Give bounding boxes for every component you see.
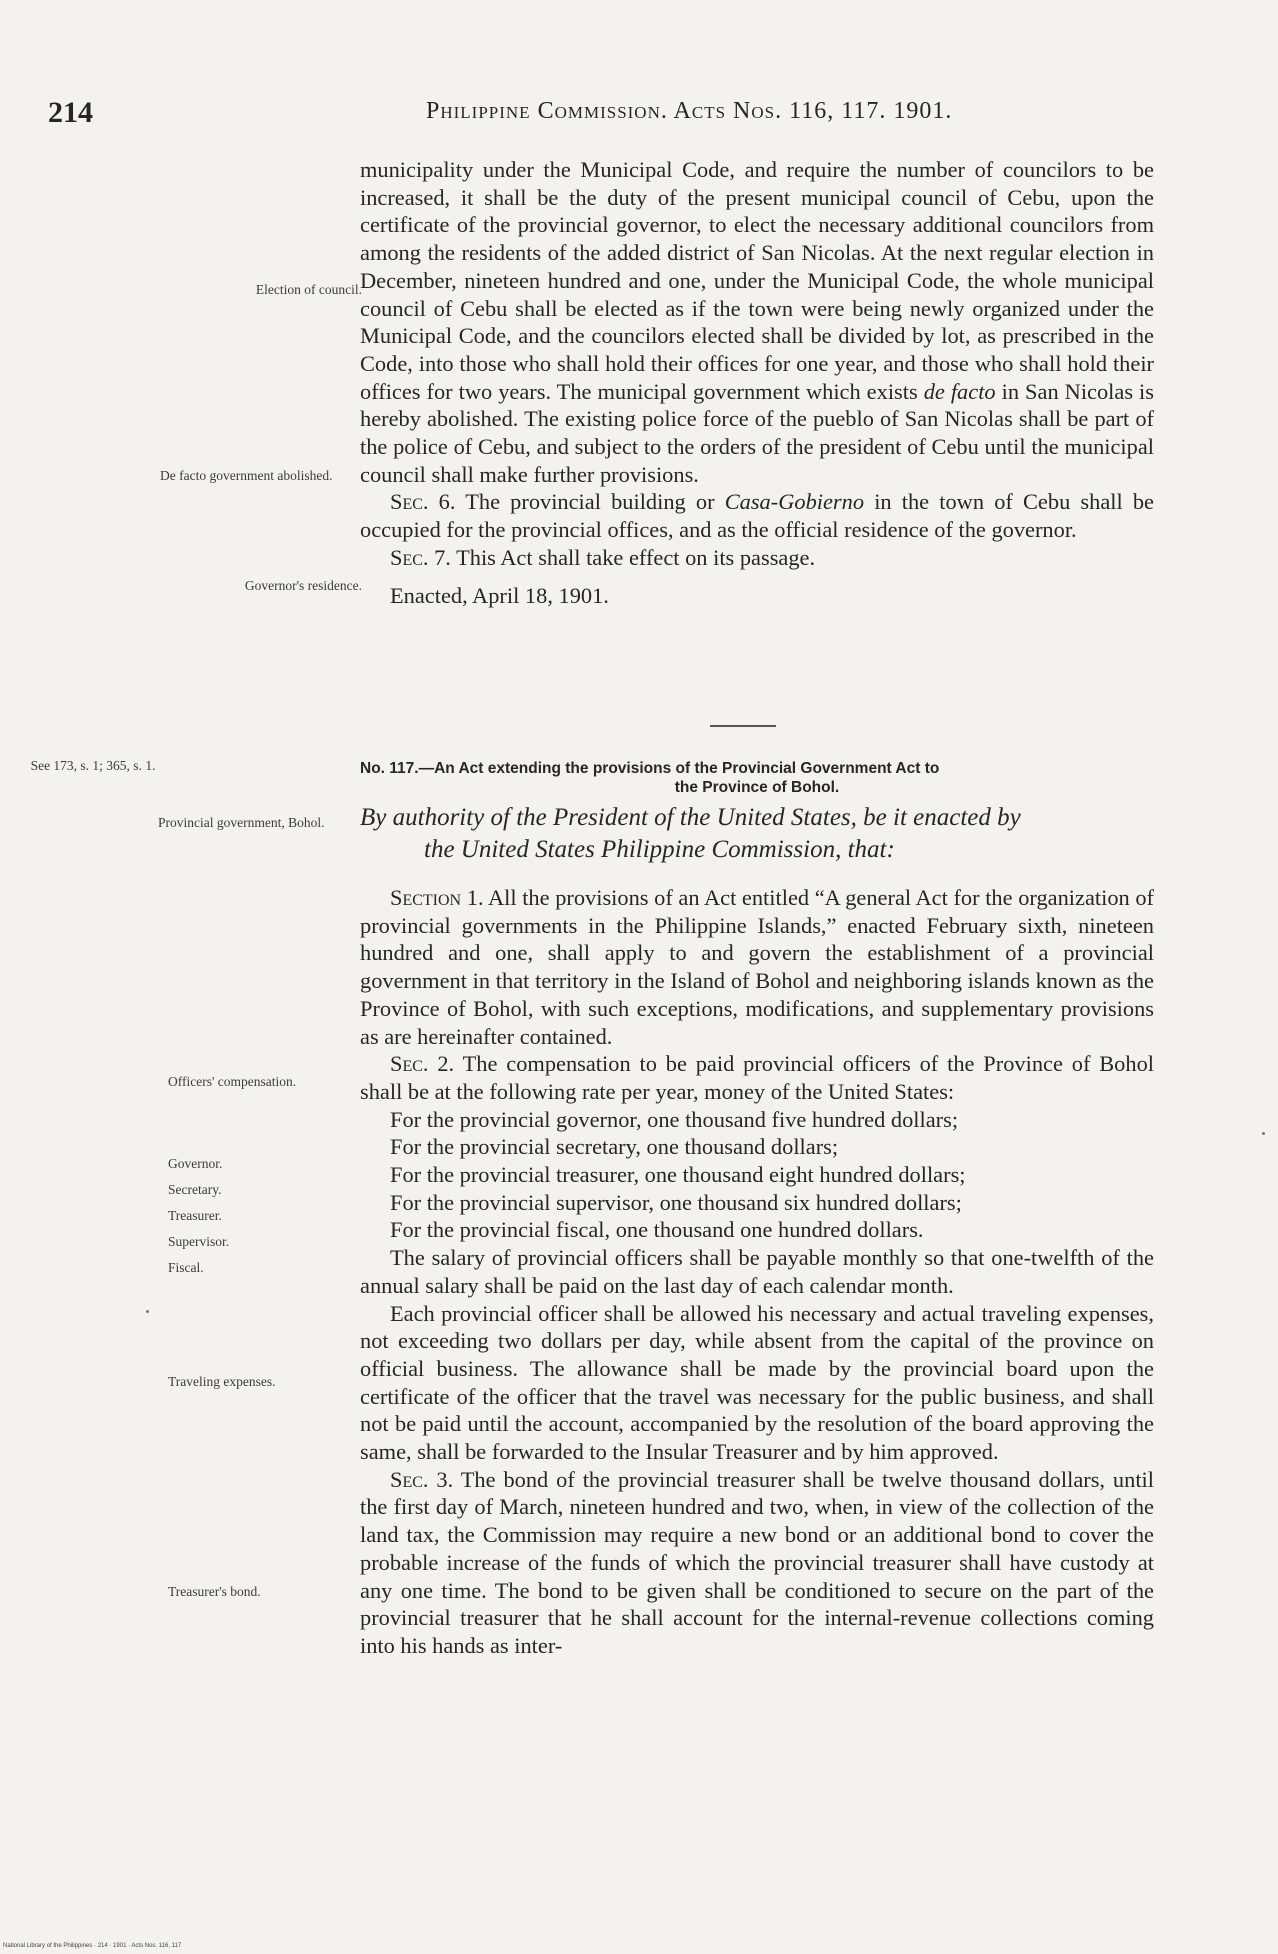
section-text: The provincial building or <box>465 489 715 515</box>
section-2 <box>360 1050 1154 1105</box>
enacted-date: Enacted, April 18, 1901. <box>390 582 609 608</box>
section-label: Sec. 2. <box>390 1051 455 1077</box>
margin-note-de-facto-government: De facto government abolished. <box>160 468 333 483</box>
section-text: in the town of Cebu shall be occupied for the provincial offices, and as the official residence of the governor. <box>360 489 1154 543</box>
act-heading-line-2: the Province of Bohol. <box>674 779 840 796</box>
section-text: This Act shall take effect on its passage. <box>456 544 816 570</box>
running-head: Philippine Commission. Acts Nos. 116, 117. 1901. <box>426 98 953 124</box>
paragraph-text: municipality under the Municipal Code, and require the number of councilors to be increased, it shall be the duty of the present municipal council of Cebu, upon the certificate of the provincial governor, to elect the necessary additional councilors from among the residents of the added district of San Nicolas. At the next regular election in December, nineteen hundred and one, under the Municipal Code, the whole municipal council of Cebu shall be elected as if the town were being newly organized under the Municipal Code, and the councilors elected shall be divided by lot, as prescribed in the Code, into those who shall hold their offices for one year, and those who shall hold their offices for two years. The municipal government which exists <box>360 157 1154 404</box>
salary-payable-paragraph: The salary of provincial officers shall be payable monthly so that one-twelfth of the annual salary shall be paid on the last day of each calendar month. <box>360 1245 1154 1298</box>
salary-supervisor: For the provincial supervisor, one thousand six hundred dollars; <box>390 1189 962 1215</box>
margin-note-governors-residence: Governor's residence. <box>244 578 362 593</box>
enacting-line-1: By authority of the President of the United States, be it enacted by <box>360 804 1021 831</box>
margin-note-provincial-government-bohol: Provincial government, Bohol. <box>158 815 325 830</box>
section-3 <box>360 1466 1154 1660</box>
margin-note-election-of-council: Election of council. <box>255 282 362 297</box>
section-label: Section 1. <box>390 885 484 910</box>
margin-note-officers-compensation: Officers' compensation. <box>168 1074 297 1089</box>
section-label: Sec. 3. <box>390 1466 454 1492</box>
scan-speck <box>146 1310 149 1313</box>
margin-note-treasurers-bond: Treasurer's bond. <box>168 1584 261 1599</box>
salary-governor: For the provincial governor, one thousand five hundred dollars; <box>390 1106 959 1132</box>
enacting-clause <box>360 802 1154 866</box>
act-117-heading <box>360 759 1154 797</box>
section-7 <box>360 544 1154 572</box>
act-heading-line-1: No. 117.—An Act extending the provisions of the Provincial Government Act to <box>360 760 940 777</box>
enacting-line-2: the United States Philippine Commission, that: <box>424 836 895 863</box>
act-116-continued-paragraph <box>360 156 1154 488</box>
traveling-expenses-paragraph: Each provincial officer shall be allowed his necessary and actual traveling expenses, not exceeding two dollars per day, while absent from the capital of the province on official business. The allowance shall be made by the provincial board upon the certificate of the officer that the travel was necessary for the public business, and shall not be paid until the account, accompanied by the resolution of the board approving the same, shall be forwarded to the Insular Treasurer and by him approved. <box>360 1300 1154 1465</box>
margin-note-governor: Governor. <box>168 1156 223 1171</box>
de-facto-term: de facto <box>923 378 996 404</box>
page-number: 214 <box>48 96 93 129</box>
footer-scan-note: National Library of the Philippines · 214 · 1901 · Acts Nos. 116, 117 <box>3 1943 182 1949</box>
salary-treasurer: For the provincial treasurer, one thousand eight hundred dollars; <box>390 1162 966 1188</box>
salary-fiscal: For the provincial fiscal, one thousand one hundred dollars. <box>390 1217 924 1243</box>
margin-note-see-reference: See 173, s. 1; 365, s. 1. <box>30 758 156 773</box>
margin-note-traveling-expenses: Traveling expenses. <box>168 1374 276 1389</box>
section-text: All the provisions of an Act entitled “A general Act for the organization of provincial governments in the Philippine Islands,” enacted February sixth, nineteen hundred and one, shall apply to and govern the establishment of a provincial government in that territory in the Island of Bohol and neighboring islands known as the Province of Bohol, with such exceptions, modifications, and supplementary provisions as are hereinafter contained. <box>360 885 1154 1049</box>
section-label: Sec. 6. <box>390 489 456 515</box>
margin-note-supervisor: Supervisor. <box>168 1234 230 1249</box>
casa-gobierno-term: Casa-Gobierno <box>724 489 865 515</box>
section-text: The compensation to be paid provincial officers of the Province of Bohol shall be at the following rate per year, money of the United States: <box>360 1051 1154 1104</box>
margin-note-secretary: Secretary. <box>168 1182 222 1197</box>
section-6 <box>360 488 1154 543</box>
section-text: The bond of the provincial treasurer shall be twelve thousand dollars, until the first day of March, nineteen hundred and two, when, in view of the collection of the land tax, the Commission may require a new bond or an additional bond to cover the probable increase of the funds of which the provincial treasurer shall have custody at any one time. The bond to be given shall be conditioned to secure on the part of the provincial treasurer that he shall account for the internal-revenue collections coming into his hands as inter- <box>360 1466 1154 1658</box>
section-label: Sec. 7. <box>390 544 451 570</box>
margin-note-fiscal: Fiscal. <box>168 1260 204 1275</box>
margin-note-treasurer: Treasurer. <box>168 1208 222 1223</box>
act-117-body <box>360 884 1154 1660</box>
paragraph-text: in San Nicolas is hereby abolished. The existing police force of the pueblo of San Nicolas shall be part of the police of Cebu, and subject to the orders of the president of Cebu until the municipal council shall make further provisions. <box>360 378 1154 487</box>
salary-secretary: For the provincial secretary, one thousand dollars; <box>390 1134 839 1160</box>
act-116-continued <box>360 156 1154 609</box>
section-1 <box>360 884 1154 1050</box>
section-divider <box>710 725 776 727</box>
scan-speck <box>1262 1132 1265 1135</box>
